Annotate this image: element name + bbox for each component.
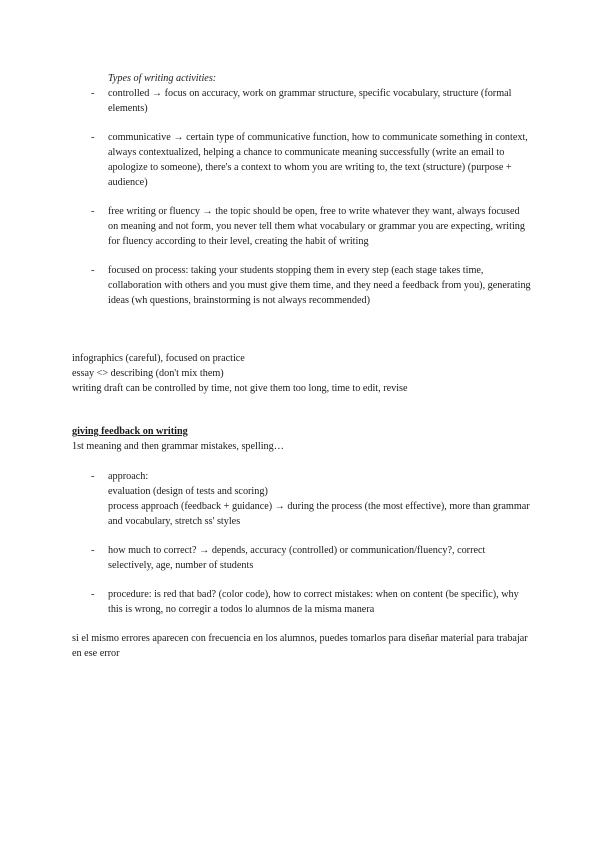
bullet-text: controlled → focus on accuracy, work on grammar structure, specific vocabulary, structure (formal elements) xyxy=(108,88,512,114)
writing-activities-heading: Types of writing activities: xyxy=(108,73,217,84)
bullet-line: approach: xyxy=(108,471,149,482)
bullet-dash: - xyxy=(91,265,95,276)
bullet-dash: - xyxy=(91,132,95,143)
bullet-line: process approach (feedback + guidance) → during the process (the most effective), more than grammar and vocabulary, stretch ss' styles xyxy=(108,501,530,527)
bullet-dash: - xyxy=(91,471,95,482)
bullet-text: communicative → certain type of communicative function, how to communicate something in context, always contextualized, helping a chance to communicate meaning successfully (write an email to apologize to someone), there's a context to whom you are writing to, the text (structure) (purpose + audience) xyxy=(108,132,528,188)
bullet-communicative xyxy=(91,130,531,190)
bullet-text: free writing or fluency → the topic should be open, free to write whatever they want, always focused on meaning and not form, you never tell them what vocabulary or grammar you are expecting, writing for fluency according to their level, creating the habit of writing xyxy=(108,206,525,247)
feedback-intro: 1st meaning and then grammar mistakes, spelling… xyxy=(72,441,284,452)
bullet-controlled xyxy=(91,86,531,116)
note-line: essay <> describing (don't mix them) xyxy=(72,368,224,379)
bullet-dash: - xyxy=(91,88,95,99)
bullet-free-writing xyxy=(91,204,531,249)
bullet-focused-on-process xyxy=(91,263,531,308)
bullet-line: procedure: is red that bad? (color code), how to correct mistakes: when on content (be specific), why this is wrong, no corregir a todos lo alumnos de la misma manera xyxy=(108,589,519,615)
notes-block xyxy=(72,351,532,396)
bullet-text: focused on process: taking your students stopping them in every step (each stage takes time, collaboration with others and you must give them time, and they need a feedback from you), generating ideas (wh questions, brainstorming is not always recommended) xyxy=(108,265,531,306)
feedback-heading: giving feedback on writing xyxy=(72,426,188,437)
closing-paragraph: si el mismo errores aparecen con frecuencia en los alumnos, puedes tomarlos para diseñar material para trabajar en ese error xyxy=(72,633,528,659)
note-line: writing draft can be controlled by time, not give them too long, time to edit, revise xyxy=(72,383,408,394)
bullet-how-much-to-correct xyxy=(91,543,531,573)
note-line: infographics (careful), focused on practice xyxy=(72,353,245,364)
bullet-line: how much to correct? → depends, accuracy (controlled) or communication/fluency?, correct selectively, age, number of students xyxy=(108,545,486,571)
bullet-dash: - xyxy=(91,206,95,217)
bullet-approach xyxy=(91,469,531,529)
bullet-line: evaluation (design of tests and scoring) xyxy=(108,486,268,497)
bullet-procedure xyxy=(91,587,531,617)
bullet-dash: - xyxy=(91,589,95,600)
feedback-section xyxy=(72,424,532,454)
bullet-dash: - xyxy=(91,545,95,556)
